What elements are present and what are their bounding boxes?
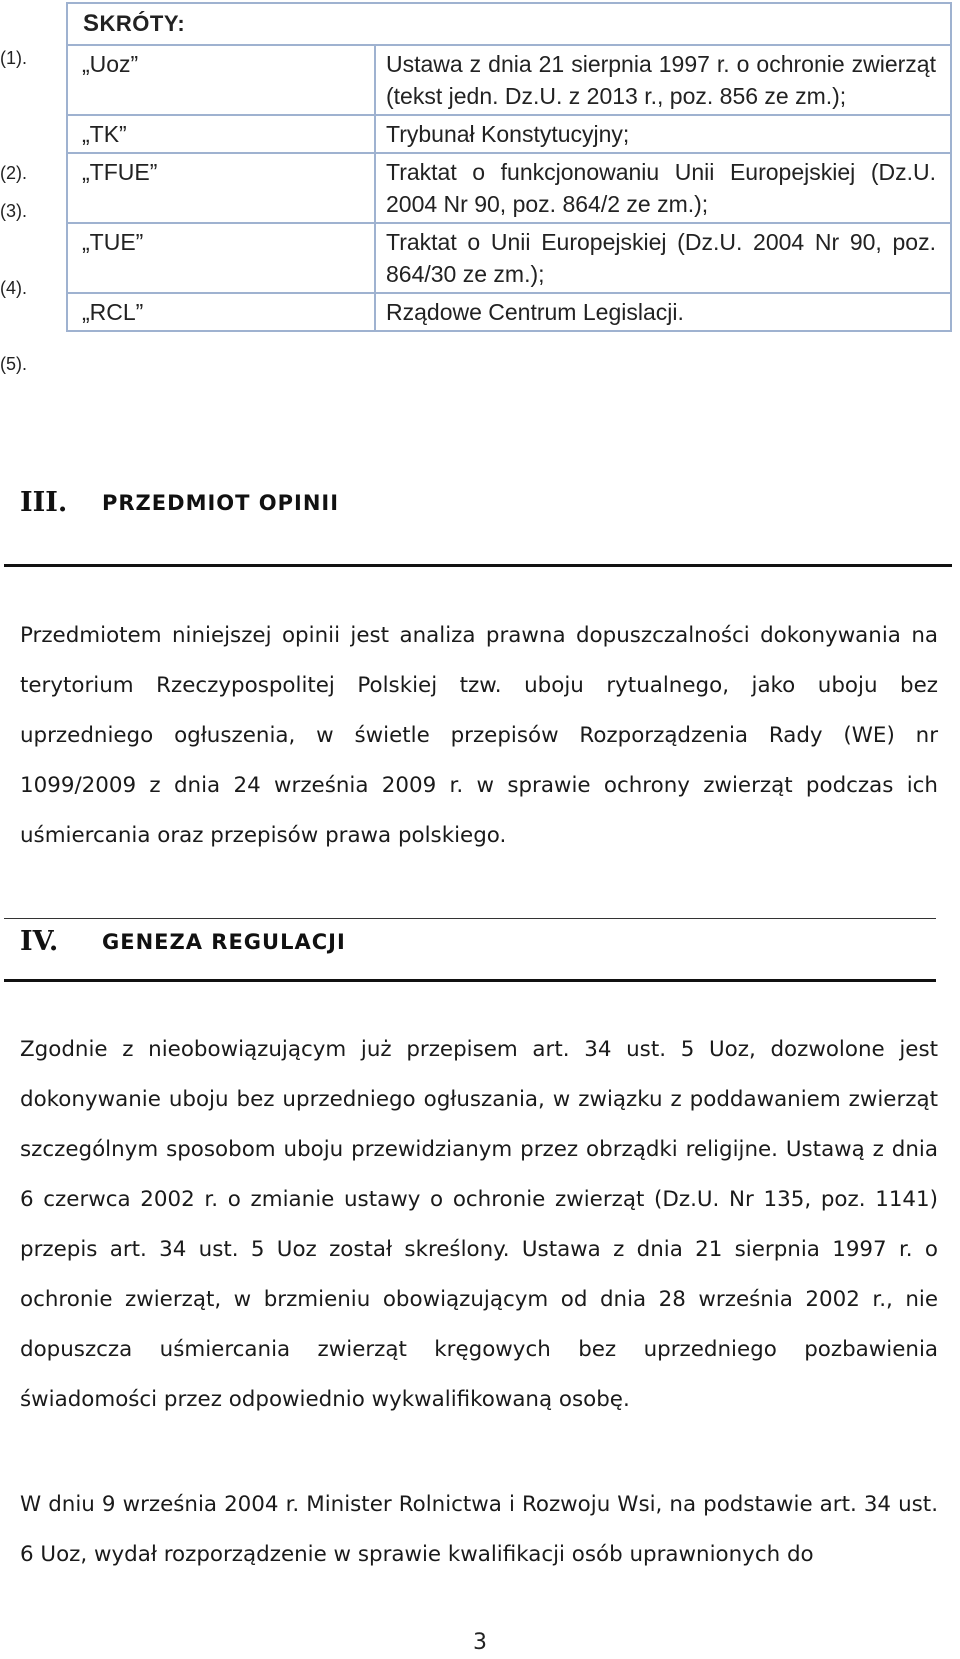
section-title: GENEZA REGULACJI	[102, 930, 346, 954]
section-divider	[4, 564, 952, 567]
abbreviation-key: „Uoz”	[67, 45, 375, 115]
abbreviation-value: Traktat o funkcjonowaniu Unii Europejskiej (Dz.U. 2004 Nr 90, poz. 864/2 ze zm.);	[375, 153, 951, 223]
abbreviation-value: Rządowe Centrum Legislacji.	[375, 293, 951, 331]
paragraph: W dniu 9 września 2004 r. Minister Rolnictwa i Rozwoju Wsi, na podstawie art. 34 ust. 6 Uoz, wydał rozporządzenie w sprawie kwalifikacji osób uprawnionych do	[20, 1492, 938, 1567]
abbreviation-value: Trybunał Konstytucyjny;	[375, 115, 951, 153]
abbreviation-row	[67, 115, 951, 153]
abbreviations-header-row	[67, 3, 951, 45]
abbreviation-key: „RCL”	[67, 293, 375, 331]
abbreviation-number: (1).	[0, 48, 27, 68]
abbreviation-row	[67, 293, 951, 331]
abbreviation-row	[67, 153, 951, 223]
section-title: PRZEDMIOT OPINII	[102, 491, 340, 515]
section-divider	[4, 979, 936, 982]
page-number: 3	[473, 1630, 487, 1655]
abbreviation-number: (2).	[0, 163, 27, 183]
abbreviation-row	[67, 223, 951, 293]
paragraph: Przedmiotem niniejszej opinii jest analiza prawna dopuszczalności dokonywania na terytorium Rzeczypospolitej Polskiej tzw. uboju rytualnego, jako uboju bez uprzedniego ogłuszenia, w świetle przepisów Rozporządzenia Rady (WE) nr 1099/2009 z dnia 24 września 2009 r. w sprawie ochrony zwierząt podczas ich uśmiercania oraz przepisów prawa polskiego.	[20, 623, 938, 848]
abbreviation-value: Ustawa z dnia 21 sierpnia 1997 r. o ochronie zwierząt (tekst jedn. Dz.U. z 2013 r., poz. 856 ze zm.);	[375, 45, 951, 115]
section-number: III.	[20, 487, 68, 518]
abbreviation-number: (5).	[0, 354, 27, 374]
section-divider-top	[4, 918, 936, 919]
abbreviation-number: (4).	[0, 278, 27, 298]
section-number: IV.	[20, 926, 59, 957]
abbreviation-row	[67, 45, 951, 115]
abbreviation-number: (3).	[0, 201, 27, 221]
abbreviation-value: Traktat o Unii Europejskiej (Dz.U. 2004 Nr 90, poz. 864/30 ze zm.);	[375, 223, 951, 293]
abbreviations-table	[66, 2, 952, 332]
abbreviation-key: „TUE”	[67, 223, 375, 293]
abbreviations-header-initial: S	[83, 10, 100, 37]
abbreviations-header	[67, 3, 951, 45]
abbreviation-key: „TK”	[67, 115, 375, 153]
abbreviations-header-rest: KRÓTY:	[99, 11, 186, 36]
paragraph: Zgodnie z nieobowiązującym już przepisem art. 34 ust. 5 Uoz, dozwolone jest dokonywanie uboju bez uprzedniego ogłuszania, w związku z poddawaniem zwierząt szczególnym sposobom uboju przewidzianym przez obrządki religijne. Ustawą z dnia 6 czerwca 2002 r. o zmianie ustawy o ochronie zwierząt (Dz.U. Nr 135, poz. 1141) przepis art. 34 ust. 5 Uoz został skreślony. Ustawa z dnia 21 sierpnia 1997 r. o ochronie zwierząt, w brzmieniu obowiązującym od dnia 28 września 2002 r., nie dopuszcza uśmiercania zwierząt kręgowych bez uprzedniego pozbawienia świadomości przez odpowiednio wykwalifikowaną osobę.	[20, 1037, 938, 1412]
abbreviation-key: „TFUE”	[67, 153, 375, 223]
